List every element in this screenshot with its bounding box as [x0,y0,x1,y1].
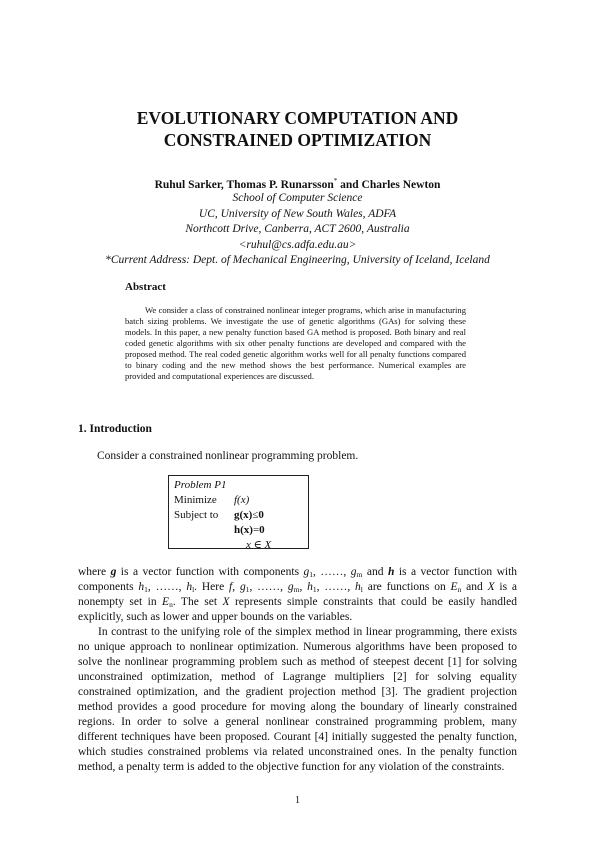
author-list [0,177,595,191]
constraint-row-2 [174,523,303,538]
constraint-h: h(x) [234,524,253,536]
title-line-2: CONSTRAINED OPTIMIZATION [163,130,432,150]
authors-names-2: and Charles Newton [337,178,441,191]
constraint-h-relation: = [252,524,260,536]
affiliation-university: UC, University of New South Wales, ADFA [198,207,397,220]
objective-row [174,493,303,508]
constraint-row-1 [174,508,303,523]
constraint-row-3 [174,538,303,553]
constraint-h-rhs: 0 [259,524,265,536]
section-heading-introduction: 1. Introduction [78,423,152,435]
abstract-text: We consider a class of constrained nonlinear integer programs, which arise in manufacturing batch sizing problems. We investigate the use of genetic algorithms (GAs) for solving these models. In this paper, a new penalty function based GA method is proposed. Both binary and real coded genetic algorithms with six other penalty functions are developed and compared with the proposed method. The real coded genetic algorithm works well for all penalty functions compared to binary coding and the new method shows the best performance. Numerical examples are provided and computational experiences are discussed. [125,305,466,381]
page-number: 1 [295,795,300,806]
authors-names-1: Ruhul Sarker, Thomas P. Runarsson [154,178,334,191]
problem-box [168,475,309,549]
paragraph-where: where g is a vector function with components $g_1$, ……, $g_m$ and h is a vector function with components $h_1$, ……, $h_l$. Here f, $g_1$, ……, $g_m$, $h_1$, ……, $h_l$ are functions on $E_n$ and X is a nonempty set in $E_n$. The set X represents simple constraints that could be easily handled explicitly, such as lower and upper bounds on the variables. [78,566,518,623]
paragraph-contrast: In contrast to the unifying role of the simplex method in linear programming, there exists no unique approach to nonlinear optimization. Numerous algorithms have been proposed to solve the nonlinear programming problem such as method of steepest decent [1] for solving unconstrained optimization, method of Lagrange multipliers [2] for solving equality constrained optimization, and the gradient projection method [3]. The gradient projection method provides a good procedure for moving along the boundary of linearly constrained regions. In order to solve a general nonlinear constrained programming problem, many different techniques have been proposed. Courant [4] initially suggested the penalty function, which studies constrained problems via related unconstrained ones. In the penalty function method, a penalty term is added to the objective function for any violation of the constraints. [78,626,517,773]
subject-to-label: Subject to [174,509,219,521]
title-line-1: EVOLUTIONARY COMPUTATION AND [136,108,459,128]
constraint-set: x ∈ X [246,539,272,551]
minimize-label: Minimize [174,494,217,506]
abstract-heading: Abstract [125,281,166,293]
affiliation-email: <ruhul@cs.adfa.edu.au> [238,238,357,251]
constraint-g-rhs: 0 [258,509,264,521]
intro-sentence: Consider a constrained nonlinear programming problem. [97,450,359,462]
paper-title [0,107,595,151]
author-footnote-star: * [333,177,338,185]
constraint-g: g(x) [234,509,253,521]
objective-expression: f(x) [234,494,250,506]
constraint-g-relation: ≤ [252,509,259,521]
problem-name: Problem P1 [174,479,227,491]
affiliation-address: Northcott Drive, Canberra, ACT 2600, Australia [185,223,410,235]
affiliation-current-address: *Current Address: Dept. of Mechanical Engineering, University of Iceland, Iceland [105,254,490,266]
affiliation-school: School of Computer Science [232,192,363,204]
affiliation-block [0,191,595,269]
body-text [78,565,517,775]
